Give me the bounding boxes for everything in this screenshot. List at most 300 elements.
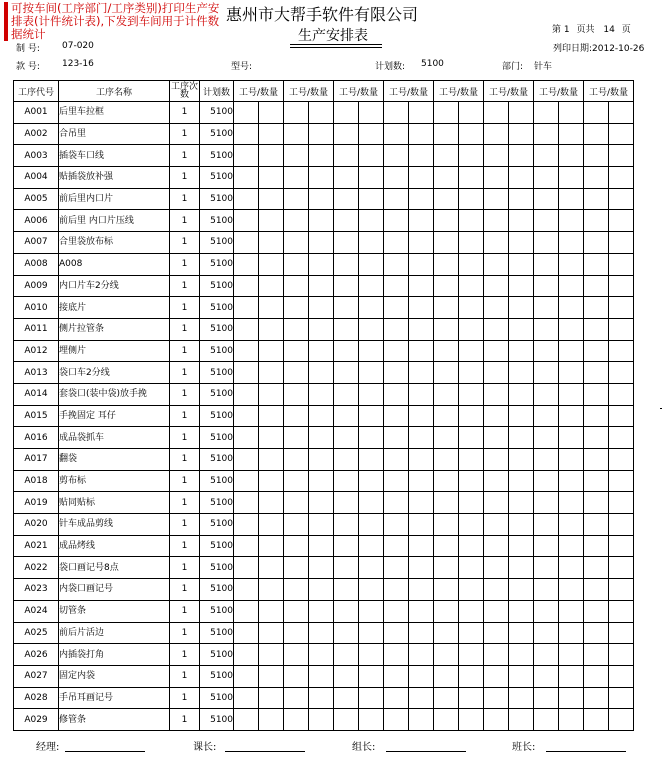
entry-cell[interactable] bbox=[509, 557, 534, 579]
entry-cell[interactable] bbox=[434, 232, 459, 254]
entry-cell[interactable] bbox=[284, 383, 309, 405]
entry-cell[interactable] bbox=[484, 123, 509, 145]
entry-cell[interactable] bbox=[259, 318, 284, 340]
entry-cell[interactable] bbox=[334, 362, 359, 384]
entry-cell[interactable] bbox=[534, 145, 559, 167]
entry-cell[interactable] bbox=[234, 210, 259, 232]
entry-cell[interactable] bbox=[459, 383, 484, 405]
entry-cell[interactable] bbox=[409, 167, 434, 189]
entry-cell[interactable] bbox=[584, 383, 609, 405]
entry-cell[interactable] bbox=[559, 449, 584, 471]
entry-cell[interactable] bbox=[434, 514, 459, 536]
entry-cell[interactable] bbox=[484, 210, 509, 232]
entry-cell[interactable] bbox=[584, 102, 609, 124]
entry-cell[interactable] bbox=[334, 297, 359, 319]
entry-cell[interactable] bbox=[484, 492, 509, 514]
entry-cell[interactable] bbox=[234, 318, 259, 340]
entry-cell[interactable] bbox=[334, 535, 359, 557]
entry-cell[interactable] bbox=[234, 145, 259, 167]
entry-cell[interactable] bbox=[559, 275, 584, 297]
entry-cell[interactable] bbox=[384, 232, 409, 254]
entry-cell[interactable] bbox=[284, 427, 309, 449]
entry-cell[interactable] bbox=[309, 622, 334, 644]
entry-cell[interactable] bbox=[484, 145, 509, 167]
entry-cell[interactable] bbox=[609, 383, 634, 405]
entry-cell[interactable] bbox=[559, 362, 584, 384]
entry-cell[interactable] bbox=[559, 405, 584, 427]
entry-cell[interactable] bbox=[384, 145, 409, 167]
entry-cell[interactable] bbox=[509, 297, 534, 319]
entry-cell[interactable] bbox=[509, 514, 534, 536]
entry-cell[interactable] bbox=[384, 449, 409, 471]
entry-cell[interactable] bbox=[484, 405, 509, 427]
entry-cell[interactable] bbox=[309, 383, 334, 405]
entry-cell[interactable] bbox=[434, 644, 459, 666]
entry-cell[interactable] bbox=[359, 318, 384, 340]
entry-cell[interactable] bbox=[534, 665, 559, 687]
entry-cell[interactable] bbox=[334, 318, 359, 340]
entry-cell[interactable] bbox=[309, 188, 334, 210]
entry-cell[interactable] bbox=[409, 123, 434, 145]
entry-cell[interactable] bbox=[584, 427, 609, 449]
entry-cell[interactable] bbox=[434, 622, 459, 644]
entry-cell[interactable] bbox=[384, 275, 409, 297]
entry-cell[interactable] bbox=[609, 514, 634, 536]
entry-cell[interactable] bbox=[584, 557, 609, 579]
entry-cell[interactable] bbox=[434, 427, 459, 449]
entry-cell[interactable] bbox=[509, 318, 534, 340]
entry-cell[interactable] bbox=[284, 188, 309, 210]
entry-cell[interactable] bbox=[384, 535, 409, 557]
entry-cell[interactable] bbox=[584, 340, 609, 362]
entry-cell[interactable] bbox=[334, 232, 359, 254]
entry-cell[interactable] bbox=[384, 709, 409, 731]
entry-cell[interactable] bbox=[484, 709, 509, 731]
entry-cell[interactable] bbox=[384, 665, 409, 687]
entry-cell[interactable] bbox=[259, 102, 284, 124]
entry-cell[interactable] bbox=[509, 470, 534, 492]
entry-cell[interactable] bbox=[459, 405, 484, 427]
entry-cell[interactable] bbox=[584, 253, 609, 275]
entry-cell[interactable] bbox=[484, 102, 509, 124]
entry-cell[interactable] bbox=[584, 405, 609, 427]
entry-cell[interactable] bbox=[559, 600, 584, 622]
entry-cell[interactable] bbox=[609, 644, 634, 666]
entry-cell[interactable] bbox=[384, 318, 409, 340]
entry-cell[interactable] bbox=[334, 492, 359, 514]
entry-cell[interactable] bbox=[259, 297, 284, 319]
entry-cell[interactable] bbox=[359, 167, 384, 189]
entry-cell[interactable] bbox=[359, 600, 384, 622]
entry-cell[interactable] bbox=[534, 514, 559, 536]
entry-cell[interactable] bbox=[284, 210, 309, 232]
entry-cell[interactable] bbox=[334, 188, 359, 210]
entry-cell[interactable] bbox=[434, 188, 459, 210]
entry-cell[interactable] bbox=[509, 102, 534, 124]
entry-cell[interactable] bbox=[509, 579, 534, 601]
entry-cell[interactable] bbox=[584, 622, 609, 644]
entry-cell[interactable] bbox=[584, 514, 609, 536]
entry-cell[interactable] bbox=[409, 665, 434, 687]
entry-cell[interactable] bbox=[284, 167, 309, 189]
entry-cell[interactable] bbox=[609, 253, 634, 275]
entry-cell[interactable] bbox=[534, 188, 559, 210]
entry-cell[interactable] bbox=[484, 449, 509, 471]
entry-cell[interactable] bbox=[459, 340, 484, 362]
entry-cell[interactable] bbox=[559, 188, 584, 210]
entry-cell[interactable] bbox=[259, 253, 284, 275]
entry-cell[interactable] bbox=[609, 362, 634, 384]
entry-cell[interactable] bbox=[584, 535, 609, 557]
entry-cell[interactable] bbox=[359, 362, 384, 384]
entry-cell[interactable] bbox=[459, 535, 484, 557]
entry-cell[interactable] bbox=[234, 665, 259, 687]
entry-cell[interactable] bbox=[409, 297, 434, 319]
entry-cell[interactable] bbox=[459, 362, 484, 384]
entry-cell[interactable] bbox=[534, 297, 559, 319]
entry-cell[interactable] bbox=[534, 362, 559, 384]
entry-cell[interactable] bbox=[284, 362, 309, 384]
entry-cell[interactable] bbox=[259, 275, 284, 297]
entry-cell[interactable] bbox=[409, 232, 434, 254]
entry-cell[interactable] bbox=[234, 687, 259, 709]
entry-cell[interactable] bbox=[334, 449, 359, 471]
entry-cell[interactable] bbox=[284, 709, 309, 731]
entry-cell[interactable] bbox=[384, 557, 409, 579]
entry-cell[interactable] bbox=[384, 362, 409, 384]
entry-cell[interactable] bbox=[609, 123, 634, 145]
entry-cell[interactable] bbox=[259, 492, 284, 514]
entry-cell[interactable] bbox=[259, 167, 284, 189]
entry-cell[interactable] bbox=[409, 535, 434, 557]
entry-cell[interactable] bbox=[409, 492, 434, 514]
entry-cell[interactable] bbox=[509, 535, 534, 557]
entry-cell[interactable] bbox=[234, 362, 259, 384]
entry-cell[interactable] bbox=[234, 188, 259, 210]
entry-cell[interactable] bbox=[509, 123, 534, 145]
entry-cell[interactable] bbox=[509, 665, 534, 687]
entry-cell[interactable] bbox=[259, 687, 284, 709]
entry-cell[interactable] bbox=[334, 622, 359, 644]
entry-cell[interactable] bbox=[384, 210, 409, 232]
entry-cell[interactable] bbox=[409, 644, 434, 666]
entry-cell[interactable] bbox=[584, 318, 609, 340]
entry-cell[interactable] bbox=[609, 102, 634, 124]
entry-cell[interactable] bbox=[334, 470, 359, 492]
entry-cell[interactable] bbox=[384, 600, 409, 622]
entry-cell[interactable] bbox=[409, 579, 434, 601]
entry-cell[interactable] bbox=[609, 492, 634, 514]
entry-cell[interactable] bbox=[259, 362, 284, 384]
entry-cell[interactable] bbox=[459, 687, 484, 709]
entry-cell[interactable] bbox=[409, 449, 434, 471]
entry-cell[interactable] bbox=[359, 492, 384, 514]
entry-cell[interactable] bbox=[259, 600, 284, 622]
entry-cell[interactable] bbox=[459, 318, 484, 340]
entry-cell[interactable] bbox=[534, 470, 559, 492]
entry-cell[interactable] bbox=[259, 514, 284, 536]
entry-cell[interactable] bbox=[359, 644, 384, 666]
entry-cell[interactable] bbox=[259, 405, 284, 427]
entry-cell[interactable] bbox=[559, 297, 584, 319]
entry-cell[interactable] bbox=[334, 709, 359, 731]
entry-cell[interactable] bbox=[259, 427, 284, 449]
entry-cell[interactable] bbox=[234, 297, 259, 319]
entry-cell[interactable] bbox=[609, 210, 634, 232]
entry-cell[interactable] bbox=[409, 687, 434, 709]
entry-cell[interactable] bbox=[434, 362, 459, 384]
entry-cell[interactable] bbox=[484, 687, 509, 709]
entry-cell[interactable] bbox=[409, 557, 434, 579]
entry-cell[interactable] bbox=[509, 383, 534, 405]
entry-cell[interactable] bbox=[609, 622, 634, 644]
entry-cell[interactable] bbox=[484, 579, 509, 601]
entry-cell[interactable] bbox=[609, 665, 634, 687]
entry-cell[interactable] bbox=[609, 340, 634, 362]
entry-cell[interactable] bbox=[534, 102, 559, 124]
entry-cell[interactable] bbox=[559, 232, 584, 254]
entry-cell[interactable] bbox=[284, 470, 309, 492]
entry-cell[interactable] bbox=[284, 687, 309, 709]
entry-cell[interactable] bbox=[259, 232, 284, 254]
entry-cell[interactable] bbox=[409, 514, 434, 536]
entry-cell[interactable] bbox=[609, 470, 634, 492]
entry-cell[interactable] bbox=[284, 535, 309, 557]
entry-cell[interactable] bbox=[534, 449, 559, 471]
entry-cell[interactable] bbox=[309, 405, 334, 427]
entry-cell[interactable] bbox=[509, 275, 534, 297]
entry-cell[interactable] bbox=[409, 188, 434, 210]
entry-cell[interactable] bbox=[359, 535, 384, 557]
entry-cell[interactable] bbox=[309, 145, 334, 167]
entry-cell[interactable] bbox=[484, 232, 509, 254]
entry-cell[interactable] bbox=[434, 579, 459, 601]
entry-cell[interactable] bbox=[359, 449, 384, 471]
entry-cell[interactable] bbox=[434, 449, 459, 471]
entry-cell[interactable] bbox=[459, 232, 484, 254]
entry-cell[interactable] bbox=[409, 340, 434, 362]
entry-cell[interactable] bbox=[284, 600, 309, 622]
entry-cell[interactable] bbox=[234, 102, 259, 124]
entry-cell[interactable] bbox=[609, 579, 634, 601]
entry-cell[interactable] bbox=[559, 644, 584, 666]
entry-cell[interactable] bbox=[259, 210, 284, 232]
entry-cell[interactable] bbox=[484, 622, 509, 644]
entry-cell[interactable] bbox=[509, 687, 534, 709]
entry-cell[interactable] bbox=[609, 687, 634, 709]
entry-cell[interactable] bbox=[509, 709, 534, 731]
entry-cell[interactable] bbox=[409, 253, 434, 275]
entry-cell[interactable] bbox=[559, 318, 584, 340]
entry-cell[interactable] bbox=[509, 340, 534, 362]
entry-cell[interactable] bbox=[259, 383, 284, 405]
entry-cell[interactable] bbox=[334, 253, 359, 275]
entry-cell[interactable] bbox=[359, 188, 384, 210]
entry-cell[interactable] bbox=[484, 275, 509, 297]
entry-cell[interactable] bbox=[509, 427, 534, 449]
entry-cell[interactable] bbox=[384, 492, 409, 514]
entry-cell[interactable] bbox=[359, 470, 384, 492]
entry-cell[interactable] bbox=[609, 275, 634, 297]
entry-cell[interactable] bbox=[484, 297, 509, 319]
entry-cell[interactable] bbox=[334, 340, 359, 362]
entry-cell[interactable] bbox=[509, 188, 534, 210]
entry-cell[interactable] bbox=[609, 167, 634, 189]
entry-cell[interactable] bbox=[409, 709, 434, 731]
entry-cell[interactable] bbox=[384, 167, 409, 189]
entry-cell[interactable] bbox=[434, 253, 459, 275]
entry-cell[interactable] bbox=[384, 102, 409, 124]
entry-cell[interactable] bbox=[409, 210, 434, 232]
entry-cell[interactable] bbox=[584, 470, 609, 492]
entry-cell[interactable] bbox=[434, 600, 459, 622]
entry-cell[interactable] bbox=[384, 405, 409, 427]
entry-cell[interactable] bbox=[359, 275, 384, 297]
entry-cell[interactable] bbox=[559, 210, 584, 232]
entry-cell[interactable] bbox=[534, 232, 559, 254]
entry-cell[interactable] bbox=[559, 383, 584, 405]
entry-cell[interactable] bbox=[309, 340, 334, 362]
entry-cell[interactable] bbox=[534, 405, 559, 427]
entry-cell[interactable] bbox=[434, 405, 459, 427]
entry-cell[interactable] bbox=[484, 665, 509, 687]
entry-cell[interactable] bbox=[534, 340, 559, 362]
entry-cell[interactable] bbox=[484, 557, 509, 579]
entry-cell[interactable] bbox=[359, 297, 384, 319]
entry-cell[interactable] bbox=[259, 340, 284, 362]
entry-cell[interactable] bbox=[559, 123, 584, 145]
entry-cell[interactable] bbox=[434, 167, 459, 189]
entry-cell[interactable] bbox=[609, 709, 634, 731]
entry-cell[interactable] bbox=[509, 362, 534, 384]
entry-cell[interactable] bbox=[284, 492, 309, 514]
entry-cell[interactable] bbox=[409, 102, 434, 124]
entry-cell[interactable] bbox=[409, 427, 434, 449]
entry-cell[interactable] bbox=[459, 167, 484, 189]
entry-cell[interactable] bbox=[509, 210, 534, 232]
entry-cell[interactable] bbox=[484, 318, 509, 340]
entry-cell[interactable] bbox=[384, 644, 409, 666]
entry-cell[interactable] bbox=[259, 188, 284, 210]
entry-cell[interactable] bbox=[284, 297, 309, 319]
entry-cell[interactable] bbox=[534, 687, 559, 709]
entry-cell[interactable] bbox=[584, 232, 609, 254]
entry-cell[interactable] bbox=[609, 188, 634, 210]
entry-cell[interactable] bbox=[559, 579, 584, 601]
entry-cell[interactable] bbox=[484, 340, 509, 362]
entry-cell[interactable] bbox=[409, 318, 434, 340]
entry-cell[interactable] bbox=[284, 622, 309, 644]
entry-cell[interactable] bbox=[534, 253, 559, 275]
entry-cell[interactable] bbox=[459, 188, 484, 210]
entry-cell[interactable] bbox=[434, 275, 459, 297]
entry-cell[interactable] bbox=[584, 644, 609, 666]
entry-cell[interactable] bbox=[534, 210, 559, 232]
entry-cell[interactable] bbox=[609, 318, 634, 340]
entry-cell[interactable] bbox=[284, 232, 309, 254]
entry-cell[interactable] bbox=[434, 102, 459, 124]
entry-cell[interactable] bbox=[559, 167, 584, 189]
entry-cell[interactable] bbox=[334, 210, 359, 232]
entry-cell[interactable] bbox=[559, 253, 584, 275]
entry-cell[interactable] bbox=[359, 145, 384, 167]
entry-cell[interactable] bbox=[484, 253, 509, 275]
entry-cell[interactable] bbox=[334, 579, 359, 601]
entry-cell[interactable] bbox=[584, 579, 609, 601]
entry-cell[interactable] bbox=[484, 514, 509, 536]
entry-cell[interactable] bbox=[459, 579, 484, 601]
entry-cell[interactable] bbox=[259, 709, 284, 731]
entry-cell[interactable] bbox=[384, 123, 409, 145]
entry-cell[interactable] bbox=[284, 449, 309, 471]
entry-cell[interactable] bbox=[409, 362, 434, 384]
entry-cell[interactable] bbox=[284, 318, 309, 340]
entry-cell[interactable] bbox=[309, 275, 334, 297]
entry-cell[interactable] bbox=[434, 340, 459, 362]
entry-cell[interactable] bbox=[359, 709, 384, 731]
entry-cell[interactable] bbox=[509, 405, 534, 427]
entry-cell[interactable] bbox=[459, 622, 484, 644]
entry-cell[interactable] bbox=[559, 145, 584, 167]
entry-cell[interactable] bbox=[459, 470, 484, 492]
entry-cell[interactable] bbox=[309, 102, 334, 124]
entry-cell[interactable] bbox=[509, 600, 534, 622]
entry-cell[interactable] bbox=[509, 145, 534, 167]
entry-cell[interactable] bbox=[584, 275, 609, 297]
entry-cell[interactable] bbox=[534, 600, 559, 622]
entry-cell[interactable] bbox=[384, 514, 409, 536]
entry-cell[interactable] bbox=[284, 579, 309, 601]
entry-cell[interactable] bbox=[284, 557, 309, 579]
entry-cell[interactable] bbox=[309, 232, 334, 254]
entry-cell[interactable] bbox=[234, 622, 259, 644]
entry-cell[interactable] bbox=[509, 232, 534, 254]
entry-cell[interactable] bbox=[234, 123, 259, 145]
entry-cell[interactable] bbox=[384, 253, 409, 275]
entry-cell[interactable] bbox=[584, 167, 609, 189]
entry-cell[interactable] bbox=[259, 665, 284, 687]
entry-cell[interactable] bbox=[334, 644, 359, 666]
entry-cell[interactable] bbox=[359, 102, 384, 124]
entry-cell[interactable] bbox=[459, 709, 484, 731]
entry-cell[interactable] bbox=[584, 449, 609, 471]
entry-cell[interactable] bbox=[234, 405, 259, 427]
entry-cell[interactable] bbox=[309, 318, 334, 340]
entry-cell[interactable] bbox=[309, 427, 334, 449]
entry-cell[interactable] bbox=[259, 123, 284, 145]
entry-cell[interactable] bbox=[384, 297, 409, 319]
entry-cell[interactable] bbox=[434, 535, 459, 557]
entry-cell[interactable] bbox=[284, 275, 309, 297]
entry-cell[interactable] bbox=[309, 470, 334, 492]
entry-cell[interactable] bbox=[609, 232, 634, 254]
entry-cell[interactable] bbox=[309, 644, 334, 666]
entry-cell[interactable] bbox=[359, 232, 384, 254]
entry-cell[interactable] bbox=[484, 470, 509, 492]
entry-cell[interactable] bbox=[484, 362, 509, 384]
entry-cell[interactable] bbox=[309, 579, 334, 601]
entry-cell[interactable] bbox=[384, 427, 409, 449]
entry-cell[interactable] bbox=[509, 253, 534, 275]
entry-cell[interactable] bbox=[559, 622, 584, 644]
entry-cell[interactable] bbox=[334, 275, 359, 297]
entry-cell[interactable] bbox=[409, 383, 434, 405]
entry-cell[interactable] bbox=[509, 622, 534, 644]
entry-cell[interactable] bbox=[459, 210, 484, 232]
entry-cell[interactable] bbox=[384, 470, 409, 492]
entry-cell[interactable] bbox=[384, 622, 409, 644]
entry-cell[interactable] bbox=[334, 557, 359, 579]
